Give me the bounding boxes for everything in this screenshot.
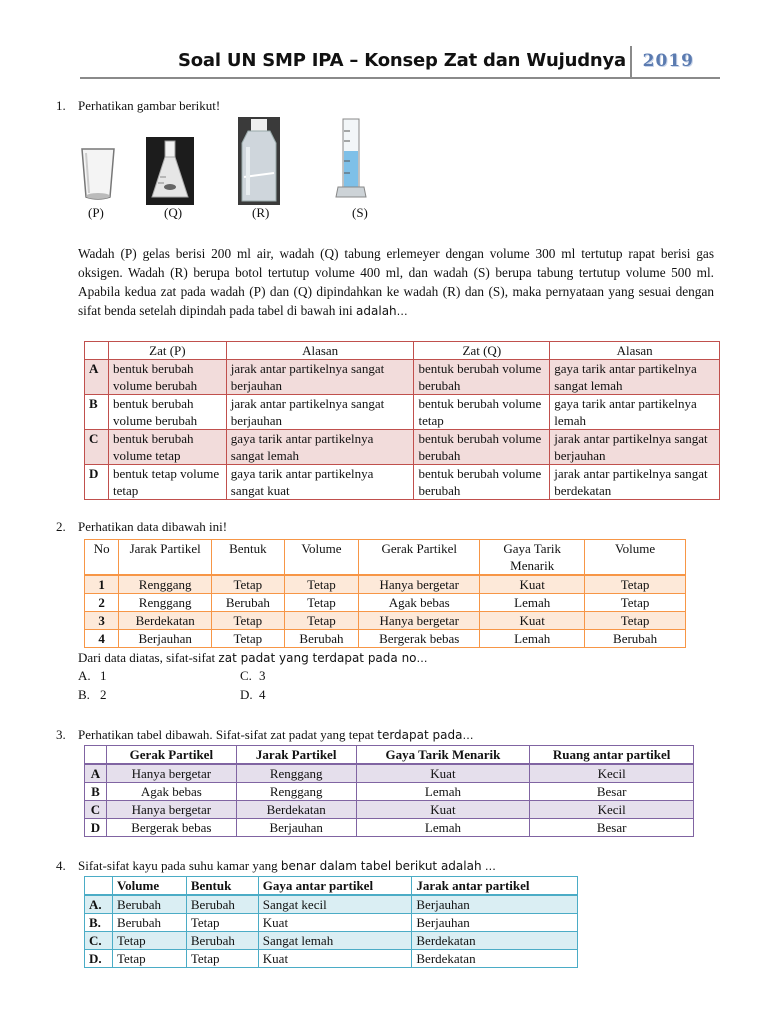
table-cell: Tetap — [186, 914, 258, 932]
table-row — [85, 612, 686, 630]
question-prompt: Perhatikan data dibawah ini! — [78, 519, 228, 534]
row-number: 1 — [85, 575, 119, 594]
table-header-cell: Gaya Tarik Menarik — [356, 746, 530, 765]
table-row — [85, 594, 686, 612]
table-cell: Hanya bergetar — [359, 575, 480, 594]
page-header — [80, 46, 720, 82]
table-header-cell: Volume — [585, 540, 686, 576]
option-value: 1 — [100, 668, 107, 683]
table-row — [85, 395, 720, 430]
table-row — [85, 360, 720, 395]
bottle-icon — [238, 117, 280, 209]
table-row — [85, 430, 720, 465]
ellipsis: … — [416, 652, 428, 665]
table-header-cell: Gaya antar partikel — [258, 877, 412, 896]
table-cell: bentuk berubah volume berubah — [108, 360, 226, 395]
option-c[interactable] — [240, 668, 266, 684]
table-cell: gaya tarik antar partikelnya lemah — [550, 395, 720, 430]
option-value: 3 — [259, 668, 266, 683]
question-prompt — [78, 858, 496, 874]
table-cell: Sangat lemah — [258, 932, 412, 950]
option-a[interactable] — [78, 668, 107, 684]
table-header-cell: Bentuk — [212, 540, 285, 576]
table-cell: Hanya bergetar — [106, 801, 236, 819]
table-cell: Kuat — [480, 612, 585, 630]
table-cell: Kuat — [356, 801, 530, 819]
table-cell: Tetap — [585, 575, 686, 594]
header-separator — [630, 46, 632, 78]
table-cell: Berjauhan — [119, 630, 212, 648]
table-cell: Lemah — [356, 819, 530, 837]
table-cell: Berubah — [284, 630, 359, 648]
table-cell: Lemah — [356, 783, 530, 801]
table-cell: bentuk berubah volume tetap — [414, 395, 550, 430]
image-label-r: (R) — [252, 205, 270, 220]
option-value: 4 — [259, 687, 266, 702]
table-cell: Berubah — [112, 914, 186, 932]
table-cell: bentuk berubah volume berubah — [414, 465, 550, 500]
row-number: 3 — [85, 612, 119, 630]
image-label-p: (P) — [88, 205, 104, 220]
erlenmeyer-flask-icon — [146, 137, 194, 209]
table-row — [85, 630, 686, 648]
table-header-cell: Ruang antar partikel — [530, 746, 694, 765]
table-cell: Tetap — [112, 950, 186, 968]
table-cell: Lemah — [480, 630, 585, 648]
table-cell: Hanya bergetar — [359, 612, 480, 630]
table-row — [85, 575, 686, 594]
table-header-row — [85, 877, 578, 896]
question-2-table — [84, 539, 686, 648]
table-cell: Tetap — [284, 612, 359, 630]
option-label: B — [85, 395, 109, 430]
option-label: B. — [85, 914, 113, 932]
table-cell: jarak antar partikelnya sangat berjauhan — [550, 430, 720, 465]
option-label: B — [85, 783, 107, 801]
option-label: A — [85, 360, 109, 395]
table-cell: Agak bebas — [106, 783, 236, 801]
table-header-cell: Volume — [284, 540, 359, 576]
table-header-row — [85, 540, 686, 576]
table-cell: jarak antar partikelnya sangat berdekatan — [550, 465, 720, 500]
table-cell: Berjauhan — [236, 819, 356, 837]
table-row — [85, 465, 720, 500]
table-cell: Berdekatan — [412, 950, 578, 968]
table-cell: Kecil — [530, 764, 694, 783]
table-cell: Hanya bergetar — [106, 764, 236, 783]
paragraph-end: adalah — [356, 304, 397, 318]
table-header-cell: Jarak antar partikel — [412, 877, 578, 896]
question-prompt — [78, 727, 473, 743]
table-cell: Renggang — [119, 575, 212, 594]
image-label-q: (Q) — [164, 205, 183, 220]
table-header-cell — [85, 877, 113, 896]
table-header-cell: Gerak Partikel — [359, 540, 480, 576]
table-cell: gaya tarik antar partikelnya sangat kuat — [226, 465, 414, 500]
table-cell: gaya tarik antar partikelnya sangat lemah — [550, 360, 720, 395]
table-cell: Kuat — [258, 914, 412, 932]
table-row — [85, 819, 694, 837]
stem-text: Dari data diatas, sifat-sifat — [78, 650, 216, 665]
question-1-paragraph — [78, 244, 714, 321]
table-cell: Bergerak bebas — [106, 819, 236, 837]
table-cell: Agak bebas — [359, 594, 480, 612]
image-label-s: (S) — [352, 205, 368, 220]
ellipsis: … — [396, 305, 408, 318]
table-cell: gaya tarik antar partikelnya sangat lemah — [226, 430, 414, 465]
table-cell: Renggang — [236, 783, 356, 801]
table-cell: bentuk tetap volume tetap — [108, 465, 226, 500]
option-label: D — [85, 465, 109, 500]
option-d[interactable] — [240, 687, 266, 703]
table-header-cell: Zat (P) — [108, 342, 226, 360]
table-header-cell: Volume — [112, 877, 186, 896]
table-cell: bentuk berubah volume tetap — [108, 430, 226, 465]
option-value: 2 — [100, 687, 107, 702]
table-cell: jarak antar partikelnya sangat berjauhan — [226, 395, 414, 430]
table-header-cell: Alasan — [226, 342, 414, 360]
header-year: 2019 — [642, 51, 694, 71]
table-header-cell: No — [85, 540, 119, 576]
measuring-cylinder-icon — [334, 117, 368, 203]
table-cell: Bergerak bebas — [359, 630, 480, 648]
table-cell: Berdekatan — [412, 932, 578, 950]
table-cell: Renggang — [236, 764, 356, 783]
table-header-cell — [85, 746, 107, 765]
table-cell: Kuat — [480, 575, 585, 594]
table-cell: bentuk berubah volume berubah — [108, 395, 226, 430]
question-1-table — [84, 341, 720, 500]
question-4-table — [84, 876, 578, 968]
stem-text-cont: zat padat yang terdapat pada no — [218, 651, 417, 665]
table-cell: Sangat kecil — [258, 895, 412, 914]
table-cell: Berdekatan — [236, 801, 356, 819]
table-header-cell — [85, 342, 109, 360]
page-title: Soal UN SMP IPA – Konsep Zat dan Wujudnya — [178, 50, 626, 71]
table-row — [85, 914, 578, 932]
table-header-row — [85, 342, 720, 360]
table-row — [85, 783, 694, 801]
table-row — [85, 801, 694, 819]
question-number: 1. — [56, 98, 66, 113]
option-label: D — [85, 819, 107, 837]
table-header-cell: Gaya Tarik Menarik — [480, 540, 585, 576]
table-cell: Besar — [530, 819, 694, 837]
ellipsis: … — [462, 729, 474, 742]
table-cell: Berubah — [186, 895, 258, 914]
table-header-cell: Alasan — [550, 342, 720, 360]
table-cell: Tetap — [284, 575, 359, 594]
table-cell: Tetap — [585, 594, 686, 612]
paragraph-text: Wadah (P) gelas berisi 200 ml air, wadah (Q) tabung erlemeyer dengan volume 300 ml tertutup rapat berisi gas oksigen. Wadah (R) berupa botol tertutup volume 400 ml, dan wadah (S) berupa tabung tertutup volume 500 ml. Apabila kedua zat pada wadah (P) dan (Q) dipindahkan ke wadah (R) dan (S), maka pernyataan yang sesuai dengan sifat benda setelah dipindah pada tabel di bawah ini — [78, 246, 714, 318]
row-number: 4 — [85, 630, 119, 648]
prompt-text-cont: terdapat pada — [377, 728, 463, 742]
option-label: C. — [240, 668, 252, 683]
ellipsis: … — [484, 860, 496, 873]
table-cell: Tetap — [212, 630, 285, 648]
prompt-text-cont: benar dalam tabel berikut adalah — [280, 859, 482, 873]
question-3-table — [84, 745, 694, 837]
table-header-cell: Gerak Partikel — [106, 746, 236, 765]
table-cell: Kecil — [530, 801, 694, 819]
option-label: A. — [78, 668, 91, 683]
table-cell: Berdekatan — [119, 612, 212, 630]
option-label: A — [85, 764, 107, 783]
table-header-cell: Jarak Partikel — [236, 746, 356, 765]
prompt-text: Perhatikan tabel dibawah. Sifat-sifat zat padat yang tepat — [78, 727, 374, 742]
table-row — [85, 764, 694, 783]
table-row — [85, 895, 578, 914]
table-cell: Berubah — [112, 895, 186, 914]
table-cell: Berubah — [212, 594, 285, 612]
table-cell: bentuk berubah volume berubah — [414, 430, 550, 465]
table-cell: Tetap — [186, 950, 258, 968]
table-cell: Berubah — [585, 630, 686, 648]
question-prompt: Perhatikan gambar berikut! — [78, 98, 221, 113]
table-cell: bentuk berubah volume berubah — [414, 360, 550, 395]
table-cell: Kuat — [356, 764, 530, 783]
option-label: A. — [85, 895, 113, 914]
option-label: C — [85, 430, 109, 465]
glass-icon — [80, 147, 116, 205]
table-cell: Berubah — [186, 932, 258, 950]
table-header-row — [85, 746, 694, 765]
question-number: 3. — [56, 727, 66, 742]
table-cell: Berjauhan — [412, 914, 578, 932]
table-cell: Tetap — [212, 575, 285, 594]
table-cell: Lemah — [480, 594, 585, 612]
table-header-cell: Bentuk — [186, 877, 258, 896]
table-row — [85, 932, 578, 950]
table-cell: Tetap — [585, 612, 686, 630]
table-cell: Berjauhan — [412, 895, 578, 914]
question-2-stem — [78, 650, 428, 666]
table-cell: Tetap — [212, 612, 285, 630]
option-b[interactable] — [78, 687, 107, 703]
question-number: 2. — [56, 519, 66, 534]
option-label: C. — [85, 932, 113, 950]
option-label: D. — [85, 950, 113, 968]
row-number: 2 — [85, 594, 119, 612]
table-row — [85, 950, 578, 968]
table-cell: Besar — [530, 783, 694, 801]
header-rule — [80, 77, 720, 79]
table-cell: Tetap — [112, 932, 186, 950]
table-cell: jarak antar partikelnya sangat berjauhan — [226, 360, 414, 395]
option-label: B. — [78, 687, 90, 702]
table-cell: Kuat — [258, 950, 412, 968]
table-header-cell: Jarak Partikel — [119, 540, 212, 576]
table-cell: Tetap — [284, 594, 359, 612]
prompt-text: Sifat-sifat kayu pada suhu kamar yang — [78, 858, 278, 873]
table-cell: Renggang — [119, 594, 212, 612]
option-label: D. — [240, 687, 253, 702]
table-header-cell: Zat (Q) — [414, 342, 550, 360]
question-number: 4. — [56, 858, 66, 873]
option-label: C — [85, 801, 107, 819]
